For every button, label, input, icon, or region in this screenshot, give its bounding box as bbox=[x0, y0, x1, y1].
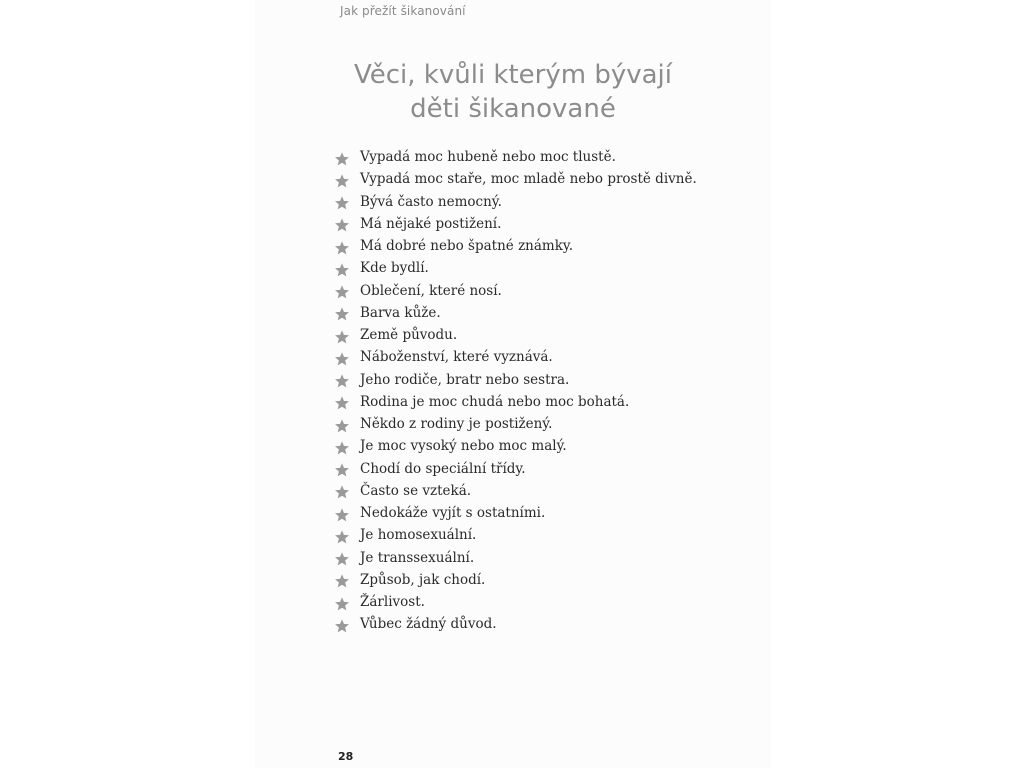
star-icon bbox=[334, 618, 350, 634]
list-item bbox=[334, 569, 697, 591]
list-item bbox=[334, 613, 697, 635]
star-icon bbox=[334, 507, 350, 523]
star-icon bbox=[334, 418, 350, 434]
star-icon bbox=[334, 462, 350, 478]
list-item bbox=[334, 146, 697, 168]
list-item-text: Způsob, jak chodí. bbox=[360, 571, 486, 588]
star-icon bbox=[334, 395, 350, 411]
list-item bbox=[334, 435, 697, 457]
list-item-text: Žárlivost. bbox=[360, 594, 425, 611]
running-header: Jak přežít šikanování bbox=[340, 4, 466, 18]
star-icon bbox=[334, 306, 350, 322]
page-title-line-1: Věci, kvůli kterým bývají bbox=[353, 60, 673, 90]
list-item bbox=[334, 369, 697, 391]
star-icon bbox=[334, 551, 350, 567]
list-item-text: Barva kůže. bbox=[360, 304, 441, 321]
list-item bbox=[334, 547, 697, 569]
star-icon bbox=[334, 173, 350, 189]
star-icon bbox=[334, 596, 350, 612]
list-item bbox=[334, 591, 697, 613]
list-item bbox=[334, 524, 697, 546]
list-item-text: Vypadá moc hubeně nebo moc tlustě. bbox=[360, 149, 616, 166]
list-item bbox=[334, 346, 697, 368]
star-icon bbox=[334, 262, 350, 278]
list-item-text: Země původu. bbox=[360, 327, 458, 344]
star-icon bbox=[334, 529, 350, 545]
list-item bbox=[334, 302, 697, 324]
list-item-text: Je homosexuální. bbox=[360, 527, 477, 544]
list-item-text: Někdo z rodiny je postižený. bbox=[360, 416, 553, 433]
list-item bbox=[334, 502, 697, 524]
page-title-line-2: děti šikanované bbox=[410, 94, 616, 124]
list-item bbox=[334, 413, 697, 435]
list-item-text: Má dobré nebo špatné známky. bbox=[360, 238, 574, 255]
list-item-text: Často se vzteká. bbox=[360, 482, 472, 499]
star-icon bbox=[334, 151, 350, 167]
star-icon bbox=[334, 484, 350, 500]
list-item-text: Má nějaké postižení. bbox=[360, 215, 502, 232]
star-icon bbox=[334, 195, 350, 211]
list-item bbox=[334, 458, 697, 480]
list-item-text: Chodí do speciální třídy. bbox=[360, 460, 526, 477]
list-item bbox=[334, 257, 697, 279]
star-icon bbox=[334, 240, 350, 256]
star-icon bbox=[334, 573, 350, 589]
list-item bbox=[334, 235, 697, 257]
page-number: 28 bbox=[338, 750, 354, 763]
list-item-text: Oblečení, které nosí. bbox=[360, 282, 502, 299]
list-item bbox=[334, 480, 697, 502]
list-item-text: Jeho rodiče, bratr nebo sestra. bbox=[360, 371, 570, 388]
list-item-text: Kde bydlí. bbox=[360, 260, 429, 277]
list-item-text: Rodina je moc chudá nebo moc bohatá. bbox=[360, 393, 630, 410]
list-item-text: Vypadá moc staře, moc mladě nebo prostě divně. bbox=[360, 171, 697, 188]
list-item bbox=[334, 324, 697, 346]
list-item-text: Nedokáže vyjít s ostatními. bbox=[360, 505, 546, 522]
star-icon bbox=[334, 373, 350, 389]
star-icon bbox=[334, 217, 350, 233]
list-item-text: Náboženství, které vyznává. bbox=[360, 349, 553, 366]
star-icon bbox=[334, 329, 350, 345]
list-item bbox=[334, 191, 697, 213]
list-item bbox=[334, 280, 697, 302]
page-title bbox=[255, 58, 771, 126]
star-icon bbox=[334, 440, 350, 456]
list-item-text: Vůbec žádný důvod. bbox=[360, 616, 497, 633]
reasons-list bbox=[334, 146, 697, 636]
list-item-text: Je transsexuální. bbox=[360, 549, 475, 566]
list-item bbox=[334, 391, 697, 413]
list-item-text: Bývá často nemocný. bbox=[360, 193, 502, 210]
list-item bbox=[334, 213, 697, 235]
list-item-text: Je moc vysoký nebo moc malý. bbox=[360, 438, 567, 455]
star-icon bbox=[334, 351, 350, 367]
list-item bbox=[334, 168, 697, 190]
star-icon bbox=[334, 284, 350, 300]
